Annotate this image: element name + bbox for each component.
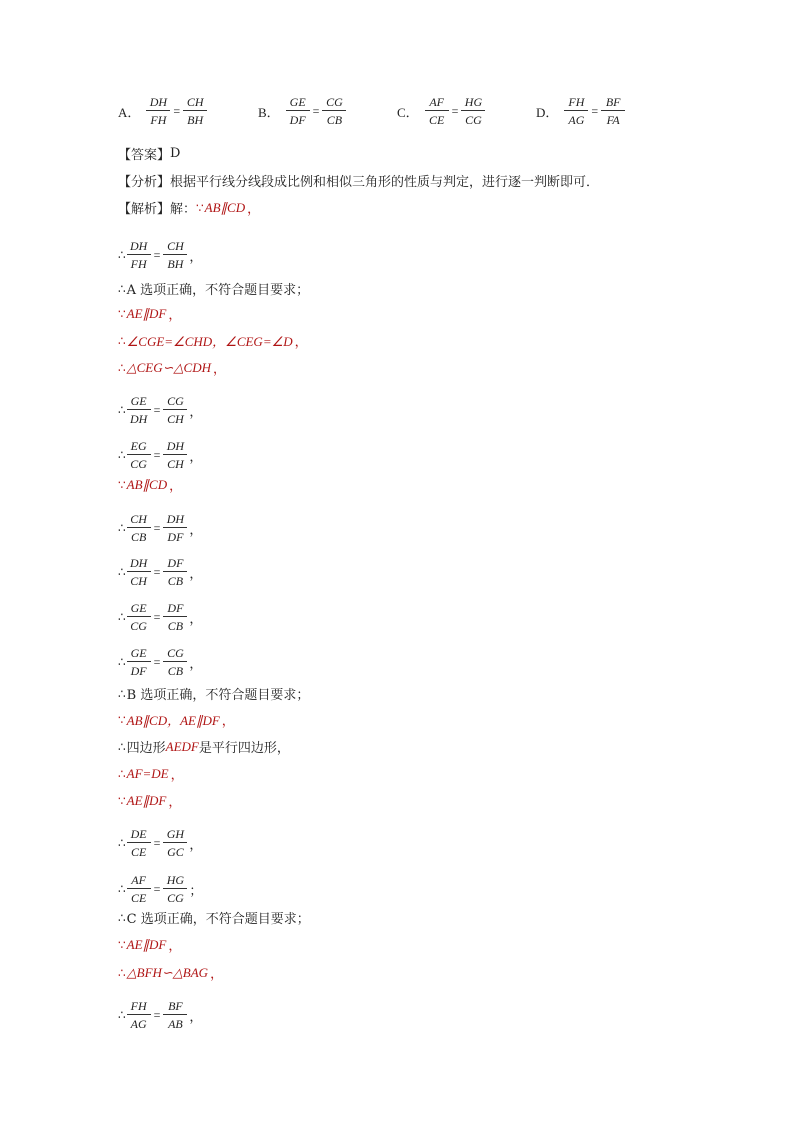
numerator: CH — [163, 240, 187, 255]
answer-line — [118, 144, 180, 163]
numerator: DF — [163, 602, 187, 617]
statement: AF=DE — [126, 765, 169, 781]
solution-step — [118, 647, 202, 677]
therefore-symbol: ∴ — [118, 836, 126, 850]
equals-sign: = — [153, 447, 161, 462]
denominator: DF — [130, 664, 147, 678]
equals-sign: = — [173, 103, 181, 118]
solution-step — [118, 475, 182, 494]
denominator: CH — [167, 412, 184, 426]
solution-step — [118, 1000, 202, 1030]
denominator: CB — [167, 619, 184, 633]
punctuation: ， — [221, 714, 235, 729]
numerator: GE — [127, 602, 151, 617]
therefore-symbol: ∴ — [118, 360, 126, 375]
because-symbol: ∵ — [118, 306, 126, 321]
denominator: AB — [168, 1017, 183, 1031]
equation — [127, 557, 188, 587]
therefore-symbol: ∴ — [118, 333, 126, 348]
denominator: CB — [167, 574, 184, 588]
statement: AB∥CD，AE∥DF — [126, 713, 220, 728]
punctuation: ， — [189, 249, 203, 265]
analysis-label: 【分析】 — [118, 175, 171, 190]
equals-sign: = — [153, 835, 161, 850]
numerator: GE — [127, 647, 151, 662]
numerator: CH — [127, 513, 151, 528]
statement: ∠CGE=∠CHD，∠CEG=∠D — [126, 334, 293, 349]
because-symbol: ∵ — [118, 937, 126, 952]
statement: AB∥CD — [204, 199, 246, 215]
solution-step — [118, 828, 202, 858]
solution-step — [118, 331, 308, 350]
punctuation: ， — [189, 837, 203, 853]
statement-shape: AEDF — [165, 738, 199, 754]
fraction: $\frac{HG}{CG}$ — [461, 96, 485, 126]
denominator: FH — [130, 257, 147, 271]
solution-step — [118, 513, 202, 543]
solution-header — [118, 198, 260, 217]
option-letter: A． — [118, 104, 141, 120]
therefore-symbol: ∴ — [118, 965, 126, 980]
fraction: $\frac{GE}{DF}$ — [286, 96, 310, 126]
conclusion-text: A 选项正确，不符合题目要求； — [126, 283, 310, 298]
denominator: CB — [130, 530, 147, 544]
fraction — [127, 395, 151, 425]
solution-step — [118, 908, 310, 927]
fraction — [163, 240, 187, 270]
therefore-symbol: ∴ — [118, 521, 126, 535]
punctuation: ， — [189, 1009, 203, 1025]
denominator: DF — [167, 530, 184, 544]
punctuation: ， — [189, 566, 203, 582]
fraction — [163, 395, 187, 425]
fraction — [127, 828, 151, 858]
equals-sign: = — [153, 1007, 161, 1022]
punctuation: ， — [189, 404, 203, 420]
fraction: $\frac{CG}{CB}$ — [322, 96, 346, 126]
numerator: DE — [127, 828, 151, 843]
punctuation: ， — [189, 522, 203, 538]
solution-step — [118, 710, 235, 729]
fraction: $\frac{AF}{CE}$ — [425, 96, 449, 126]
equation — [127, 828, 188, 858]
punctuation: ， — [294, 335, 308, 350]
option-letter: B． — [258, 104, 280, 120]
statement: AE∥DF — [126, 792, 167, 808]
therefore-symbol: ∴ — [118, 686, 126, 701]
option-a — [118, 96, 207, 126]
punctuation: ， — [189, 611, 203, 627]
fraction — [127, 557, 151, 587]
equation — [127, 874, 188, 904]
numerator: HG — [163, 874, 187, 889]
solution-step — [118, 791, 181, 810]
statement-suffix: 是平行四边形， — [198, 741, 290, 756]
because-symbol: ∵ — [118, 793, 126, 808]
numerator: CG — [163, 395, 187, 410]
punctuation: ， — [189, 449, 203, 465]
fraction — [163, 828, 187, 858]
solution-step — [118, 395, 202, 425]
solution-step — [118, 602, 202, 632]
statement: △CEG∽△CDH — [126, 359, 211, 375]
because-symbol: ∵ — [118, 712, 126, 727]
statement: △BFH∽△BAG — [126, 964, 209, 980]
option-d — [536, 96, 625, 126]
denominator: CG — [130, 619, 147, 633]
fraction — [163, 647, 187, 677]
analysis-text: 根据平行线分线段成比例和相似三角形的性质与判定，进行逐一判断即可． — [170, 175, 600, 190]
denominator: CH — [130, 574, 147, 588]
punctuation: ， — [189, 656, 203, 672]
equals-sign: = — [451, 103, 459, 118]
numerator: CG — [163, 647, 187, 662]
fraction: $\frac{BF}{FA}$ — [601, 96, 625, 126]
solution-step — [118, 737, 290, 756]
therefore-symbol: ∴ — [118, 248, 126, 262]
equals-sign: = — [312, 103, 320, 118]
numerator: DH — [127, 240, 151, 255]
equals-sign: = — [153, 654, 161, 669]
therefore-symbol: ∴ — [118, 882, 126, 896]
solution-step — [118, 764, 184, 783]
therefore-symbol: ∴ — [118, 403, 126, 417]
equals-sign: = — [153, 402, 161, 417]
fraction — [163, 513, 187, 543]
equals-sign: = — [591, 103, 599, 118]
equation — [127, 395, 188, 425]
numerator: EG — [127, 440, 151, 455]
therefore-symbol: ∴ — [118, 1008, 126, 1022]
solution-step — [118, 358, 226, 377]
numerator: GH — [163, 828, 187, 843]
option-letter: D． — [536, 104, 559, 120]
denominator: GC — [167, 845, 184, 859]
statement: AE∥DF — [126, 936, 167, 952]
denominator: CE — [130, 891, 147, 905]
fraction — [127, 513, 151, 543]
equals-sign: = — [153, 564, 161, 579]
option-letter: C． — [397, 104, 419, 120]
fraction — [127, 647, 151, 677]
numerator: DH — [127, 557, 151, 572]
therefore-symbol: ∴ — [118, 565, 126, 579]
because-symbol: ∵ — [118, 477, 126, 492]
fraction — [127, 440, 151, 470]
therefore-symbol: ∴ — [118, 281, 126, 296]
analysis-line — [118, 171, 599, 190]
fraction — [163, 874, 187, 904]
solution-step — [118, 279, 309, 298]
solution-step — [118, 684, 309, 703]
punctuation: ， — [169, 479, 183, 494]
solution-step — [118, 557, 202, 587]
equation — [127, 602, 188, 632]
therefore-symbol: ∴ — [118, 610, 126, 624]
denominator: CB — [167, 664, 184, 678]
solution-step — [118, 440, 202, 470]
punctuation: ， — [168, 795, 182, 810]
therefore-symbol: ∴ — [118, 766, 126, 781]
option-b — [258, 96, 346, 126]
equation — [127, 440, 188, 470]
therefore-symbol: ∴ — [118, 739, 126, 754]
solution-label: 【解析】 — [118, 202, 171, 217]
statement: AB∥CD — [126, 476, 168, 492]
fraction — [127, 602, 151, 632]
fraction — [127, 1000, 151, 1030]
therefore-symbol: ∴ — [118, 910, 126, 925]
punctuation: ， — [170, 768, 184, 783]
punctuation: ， — [212, 362, 226, 377]
equation — [127, 240, 188, 270]
fraction: $\frac{FH}{AG}$ — [564, 96, 588, 126]
fraction: $\frac{DH}{FH}$ — [146, 96, 170, 126]
numerator: BF — [163, 1000, 187, 1015]
therefore-symbol: ∴ — [118, 655, 126, 669]
punctuation: ， — [168, 308, 182, 323]
equation — [127, 1000, 188, 1030]
solution-prefix: 解： — [170, 202, 197, 217]
solution-step — [118, 935, 181, 954]
statement: AE∥DF — [126, 305, 167, 321]
denominator: CE — [130, 845, 147, 859]
therefore-symbol: ∴ — [118, 448, 126, 462]
solution-step — [118, 874, 202, 904]
fraction — [163, 557, 187, 587]
solution-step — [118, 240, 202, 270]
conclusion-text: B 选项正确，不符合题目要求； — [126, 688, 310, 703]
equals-sign: = — [153, 520, 161, 535]
answer-value: D — [170, 146, 181, 161]
fraction — [163, 440, 187, 470]
punctuation: ， — [168, 939, 182, 954]
fraction — [163, 1000, 187, 1030]
numerator: DH — [163, 440, 187, 455]
statement-prefix: 四边形 — [126, 741, 166, 756]
equals-sign: = — [153, 247, 161, 262]
numerator: FH — [127, 1000, 151, 1015]
fraction: $\frac{CH}{BH}$ — [183, 96, 207, 126]
denominator: CG — [167, 891, 184, 905]
equation — [127, 647, 188, 677]
denominator: CH — [167, 457, 184, 471]
answer-options — [118, 96, 678, 136]
numerator: DH — [163, 513, 187, 528]
fraction — [127, 874, 151, 904]
numerator: DF — [163, 557, 187, 572]
option-c — [397, 96, 485, 126]
equation — [127, 513, 188, 543]
denominator: DH — [129, 412, 148, 426]
solution-step — [118, 963, 223, 982]
punctuation: ； — [189, 883, 203, 899]
punctuation: ， — [210, 967, 224, 982]
equals-sign: = — [153, 881, 161, 896]
numerator: AF — [127, 874, 151, 889]
solution-step — [118, 304, 181, 323]
punctuation: ， — [247, 202, 261, 217]
answer-label: 【答案】 — [118, 148, 171, 163]
conclusion-text: C 选项正确，不符合题目要求； — [126, 912, 310, 927]
fraction — [163, 602, 187, 632]
because-symbol: ∵ — [196, 200, 204, 215]
denominator: CG — [130, 457, 147, 471]
equals-sign: = — [153, 609, 161, 624]
numerator: GE — [127, 395, 151, 410]
denominator: BH — [167, 257, 184, 271]
fraction — [127, 240, 151, 270]
denominator: AG — [130, 1017, 147, 1031]
